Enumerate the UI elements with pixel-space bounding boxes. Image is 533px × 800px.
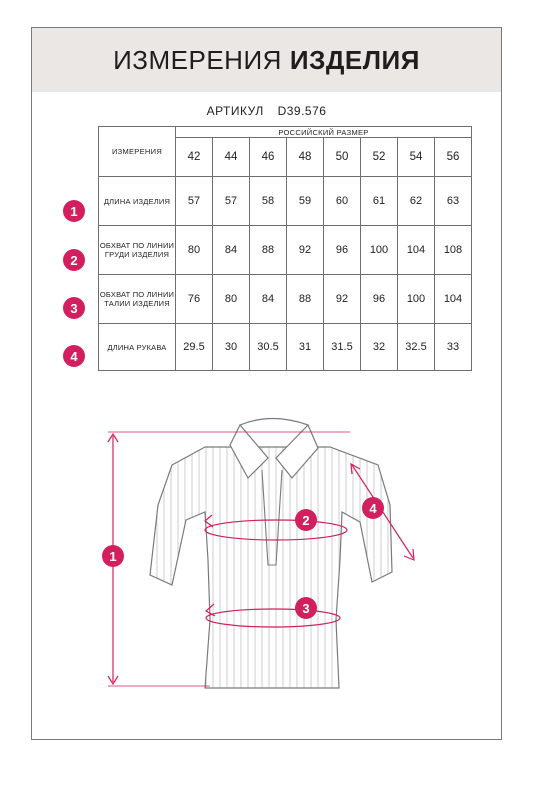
table-cell: 30	[213, 324, 250, 371]
sleeve-arrow-bottom	[404, 549, 414, 560]
row-label: ОБХВАТ ПО ЛИНИИ ТАЛИИ ИЗДЕЛИЯ	[99, 275, 176, 324]
title-bold: ИЗДЕЛИЯ	[289, 44, 420, 75]
table-cell: 96	[324, 226, 361, 275]
row-label: ДЛИНА РУКАВА	[99, 324, 176, 371]
row-marker-1: 1	[63, 200, 85, 222]
table-cell: 104	[435, 275, 472, 324]
size-header: 54	[398, 138, 435, 177]
table-cell: 108	[435, 226, 472, 275]
size-header: 44	[213, 138, 250, 177]
table-cell: 62	[398, 177, 435, 226]
title-light: ИЗМЕРЕНИЯ	[113, 44, 282, 75]
table-cell: 96	[361, 275, 398, 324]
size-header: 52	[361, 138, 398, 177]
diagram-marker-2	[295, 509, 317, 531]
diagram-marker-2-label: 2	[302, 513, 310, 528]
table-cell: 61	[361, 177, 398, 226]
placket	[262, 470, 282, 565]
size-header: 48	[287, 138, 324, 177]
article-code: D39.576	[277, 104, 327, 118]
row-marker-2: 2	[63, 249, 85, 271]
table-cell: 92	[324, 275, 361, 324]
diagram-marker-1-label: 1	[109, 549, 117, 564]
size-header: 50	[324, 138, 361, 177]
dimension-lines	[108, 432, 414, 686]
table-cell: 63	[435, 177, 472, 226]
table-cell: 57	[176, 177, 213, 226]
table-cell: 84	[213, 226, 250, 275]
diagram-marker-3-label: 3	[302, 601, 310, 616]
table-cell: 32.5	[398, 324, 435, 371]
table-cell: 80	[176, 226, 213, 275]
table-cell: 104	[398, 226, 435, 275]
collar-back	[240, 419, 308, 426]
row-label: ОБХВАТ ПО ЛИНИИ ГРУДИ ИЗДЕЛИЯ	[99, 226, 176, 275]
size-header: 56	[435, 138, 472, 177]
table-cell: 84	[250, 275, 287, 324]
table-cell: 29.5	[176, 324, 213, 371]
table-cell: 32	[361, 324, 398, 371]
size-header: 42	[176, 138, 213, 177]
table-cell: 58	[250, 177, 287, 226]
diagram-marker-3	[295, 597, 317, 619]
table-cell: 88	[250, 226, 287, 275]
table-cell: 33	[435, 324, 472, 371]
table-cell: 88	[287, 275, 324, 324]
diagram-marker-4-label: 4	[369, 501, 377, 516]
table-cell: 57	[213, 177, 250, 226]
table-cell: 80	[213, 275, 250, 324]
size-header: 46	[250, 138, 287, 177]
table-cell: 31.5	[324, 324, 361, 371]
garment-outline	[150, 447, 392, 688]
waist-ellipse	[206, 609, 340, 627]
diagram-marker-4	[362, 497, 384, 519]
article-label: АРТИКУЛ	[206, 104, 264, 118]
table-cell: 100	[361, 226, 398, 275]
row-marker-3: 3	[63, 297, 85, 319]
table-cell: 30.5	[250, 324, 287, 371]
table-cell: 76	[176, 275, 213, 324]
size-group-header: РОССИЙСКИЙ РАЗМЕР	[176, 127, 472, 138]
table-cell: 31	[287, 324, 324, 371]
row-label: ДЛИНА ИЗДЕЛИЯ	[99, 177, 176, 226]
measure-header: ИЗМЕРЕНИЯ	[99, 127, 176, 177]
diagram-marker-1	[102, 545, 124, 567]
table-cell: 100	[398, 275, 435, 324]
table-cell: 60	[324, 177, 361, 226]
table-cell: 92	[287, 226, 324, 275]
table-cell: 59	[287, 177, 324, 226]
row-marker-4: 4	[63, 345, 85, 367]
